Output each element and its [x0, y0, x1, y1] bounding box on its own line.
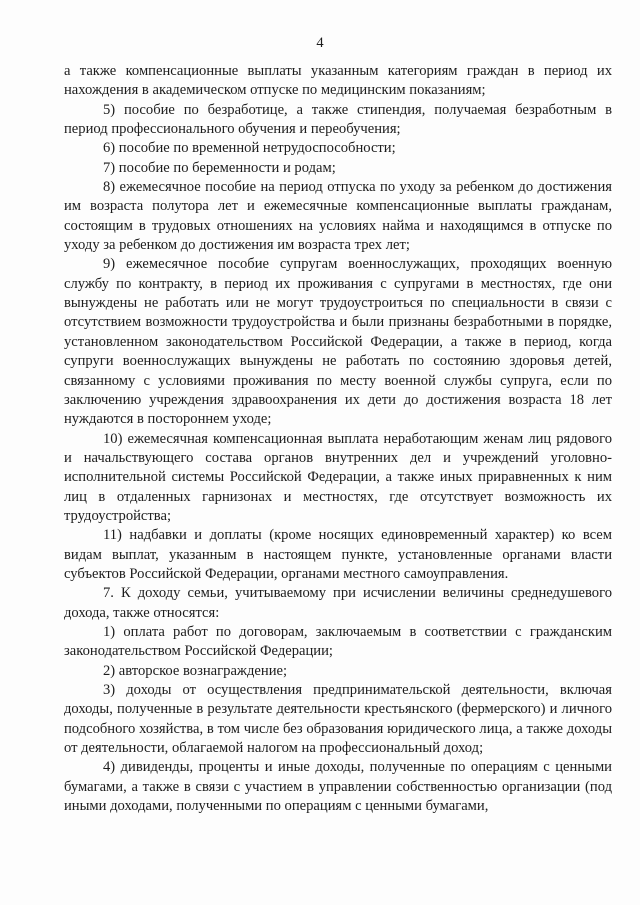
paragraph-section-7-item-2: 2) авторское вознаграждение; [103, 662, 288, 679]
paragraph-item-6: 6) пособие по временной нетрудоспособности; [103, 140, 396, 157]
paragraph-continuation: а также компенсационные выплаты указанным категориям граждан в период их нахождения в академическом отпуске по медицинским показаниям; [64, 63, 612, 99]
paragraph-item-10: 10) ежемесячная компенсационная выплата неработающим женам лиц рядового и начальствующего состава органов внутренних дел и учреждений уголовно-исполнительной системы Российской Федерации, а также иных приравненных к ним лиц в отдаленных гарнизонах и местностях, где отсутствует возможность их трудоустройства; [64, 430, 612, 524]
paragraph-item-9: 9) ежемесячное пособие супругам военнослужащих, проходящих военную службу по контракту, в период их проживания с супругами в местностях, где они вынуждены не работать или не могут трудоустроиться по специальности в связи с отсутствием возможности трудоустройства и были признаны безработными в порядке, установленном законодательством Российской Федерации, а также в период, когда супруги военнослужащих вынуждены не работать по состоянию здоровья детей, связанному с условиями проживания по месту военной службы супруга, если по заключению учреждения здравоохранения их дети до достижения возраста 18 лет нуждаются в постороннем уходе; [64, 256, 612, 428]
paragraph-item-11: 11) надбавки и доплаты (кроме носящих единовременный характер) ко всем видам выплат, указанным в настоящем пункте, установленные органами власти субъектов Российской Федерации, органами местного самоуправления. [64, 527, 612, 582]
paragraph-section-7-item-3: 3) доходы от осуществления предпринимательской деятельности, включая доходы, полученные в результате деятельности крестьянского (фермерского) и личного подсобного хозяйства, в том числе без образования юридического лица, а также доходы от деятельности, облагаемой налогом на профессиональный доход; [64, 682, 612, 757]
document-body [64, 62, 612, 816]
page-number: 4 [316, 35, 324, 51]
paragraph-item-5: 5) пособие по безработице, а также стипендия, получаемая безработным в период профессионального обучения и переобучения; [64, 101, 612, 138]
paragraph-section-7-item-4: 4) дивиденды, проценты и иные доходы, полученные по операциям с ценными бумагами, а также в связи с участием в управлении собственностью организации (под иными доходами, полученными по операциям с ценными бумагами, [64, 759, 612, 815]
paragraph-item-8: 8) ежемесячное пособие на период отпуска по уходу за ребенком до достижения им возраста полутора лет и ежемесячные компенсационные выплаты гражданам, состоящим в трудовых отношениях на условиях найма и находящимся в отпуске по уходу за ребенком до достижения им возраста трех лет; [64, 179, 612, 254]
paragraph-section-7-item-1: 1) оплата работ по договорам, заключаемым в соответствии с гражданским законодательством Российской Федерации; [64, 623, 612, 660]
paragraph-section-7: 7. К доходу семьи, учитываемому при исчислении величины среднедушевого дохода, также относятся: [64, 585, 612, 621]
paragraph-item-7: 7) пособие по беременности и родам; [103, 159, 336, 176]
